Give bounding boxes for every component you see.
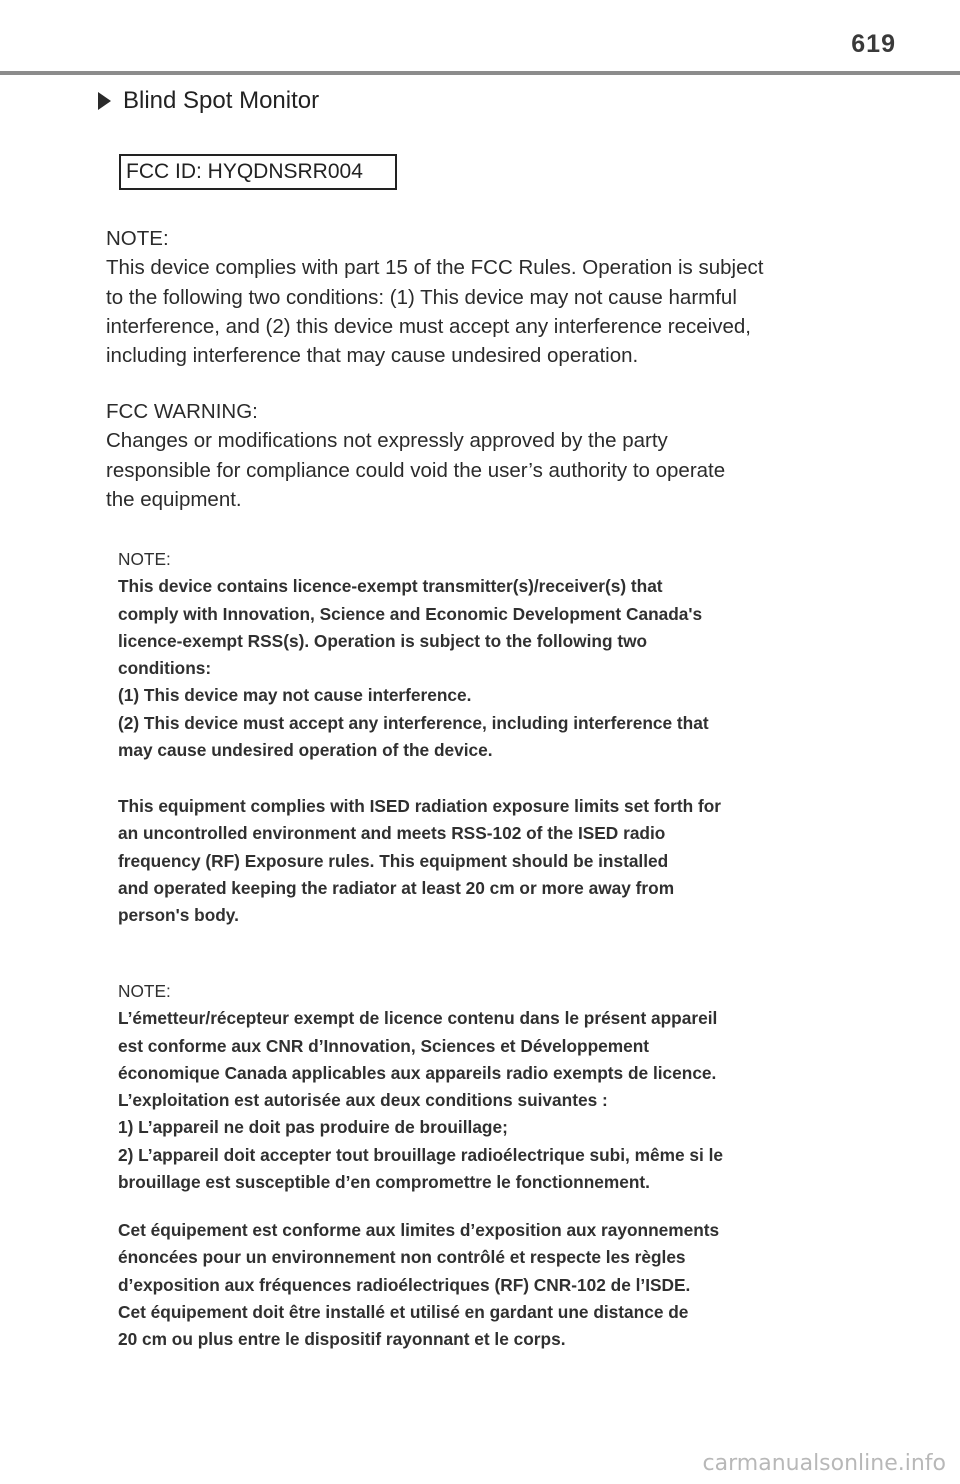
section-heading	[98, 87, 319, 115]
header-rule	[0, 71, 960, 75]
ised-exposure-fr-line: Cet équipement est conforme aux limites d’exposition aux rayonnements	[118, 1220, 720, 1240]
fcc-note-heading: NOTE:	[106, 227, 169, 250]
fcc-id-box: FCC ID: HYQDNSRR004	[119, 154, 397, 190]
site-watermark: carmanualsonline.info	[702, 1451, 946, 1476]
fcc-warning-line: the equipment.	[106, 487, 242, 511]
ised-note-en-line: licence-exempt RSS(s). Operation is subject to the following two	[118, 630, 648, 651]
ised-exposure-fr-line: d’exposition aux fréquences radioélectriques (RF) CNR-102 de l’ISDE.	[118, 1274, 691, 1295]
ised-note-fr-line: L’exploitation est autorisée aux deux conditions suivantes :	[118, 1090, 608, 1111]
ised-note-fr-line: L’émetteur/récepteur exempt de licence contenu dans le présent appareil	[118, 1008, 718, 1029]
ised-note-en-line: (1) This device may not cause interference.	[118, 685, 472, 706]
fcc-warning-line: Changes or modifications not expressly approved by the party	[106, 429, 668, 453]
ised-exposure-en-line: person's body.	[118, 905, 239, 926]
ised-exposure-fr	[118, 1217, 719, 1353]
fcc-warning	[106, 397, 725, 514]
ised-note-fr	[118, 978, 723, 1196]
ised-exposure-en-line: and operated keeping the radiator at least 20 cm or more away from	[118, 877, 675, 898]
ised-exposure-fr-line: énoncées pour un environnement non contrôlé et respecte les règles	[118, 1247, 686, 1268]
ised-note-en-line: This device contains licence-exempt transmitter(s)/receiver(s) that	[118, 576, 663, 597]
ised-note-fr-line: est conforme aux CNR d’Innovation, Sciences et Développement	[118, 1035, 650, 1056]
ised-note-fr-line: 2) L’appareil doit accepter tout brouillage radioélectrique subi, même si le	[118, 1144, 724, 1165]
fcc-warning-heading: FCC WARNING:	[106, 400, 258, 423]
section-title: Blind Spot Monitor	[123, 87, 320, 114]
ised-exposure-en-line: an uncontrolled environment and meets RSS-102 of the ISED radio	[118, 823, 666, 844]
ised-note-en-heading: NOTE:	[118, 549, 171, 569]
ised-note-en-line: (2) This device must accept any interference, including interference that	[118, 712, 709, 733]
ised-exposure-fr-line: Cet équipement doit être installé et utilisé en gardant une distance de	[118, 1301, 689, 1322]
ised-note-en-line: comply with Innovation, Science and Economic Development Canada's	[118, 603, 703, 624]
triangle-arrow-icon	[98, 92, 111, 110]
ised-exposure-en-line: frequency (RF) Exposure rules. This equipment should be installed	[118, 850, 669, 871]
ised-exposure-en	[118, 793, 721, 929]
ised-note-en-line: may cause undesired operation of the device.	[118, 740, 493, 761]
ised-note-en-line: conditions:	[118, 658, 212, 679]
ised-exposure-en-line: This equipment complies with ISED radiation exposure limits set forth for	[118, 796, 722, 816]
ised-note-fr-line: 1) L’appareil ne doit pas produire de brouillage;	[118, 1117, 508, 1138]
ised-note-en	[118, 546, 709, 764]
page-number: 619	[851, 30, 896, 58]
fcc-warning-line: responsible for compliance could void the user’s authority to operate	[106, 458, 726, 482]
fcc-note-line: interference, and (2) this device must accept any interference received,	[106, 314, 751, 338]
ised-note-fr-line: brouillage est susceptible d’en compromettre le fonctionnement.	[118, 1172, 650, 1193]
fcc-note	[106, 224, 763, 370]
ised-exposure-fr-line: 20 cm ou plus entre le dispositif rayonnant et le corps.	[118, 1329, 566, 1350]
ised-note-fr-line: économique Canada applicables aux appareils radio exempts de licence.	[118, 1062, 717, 1083]
fcc-note-line: This device complies with part 15 of the FCC Rules. Operation is subject	[106, 256, 764, 280]
ised-note-fr-heading: NOTE:	[118, 981, 171, 1001]
fcc-note-line: to the following two conditions: (1) This device may not cause harmful	[106, 285, 737, 309]
fcc-note-line: including interference that may cause undesired operation.	[106, 344, 639, 368]
